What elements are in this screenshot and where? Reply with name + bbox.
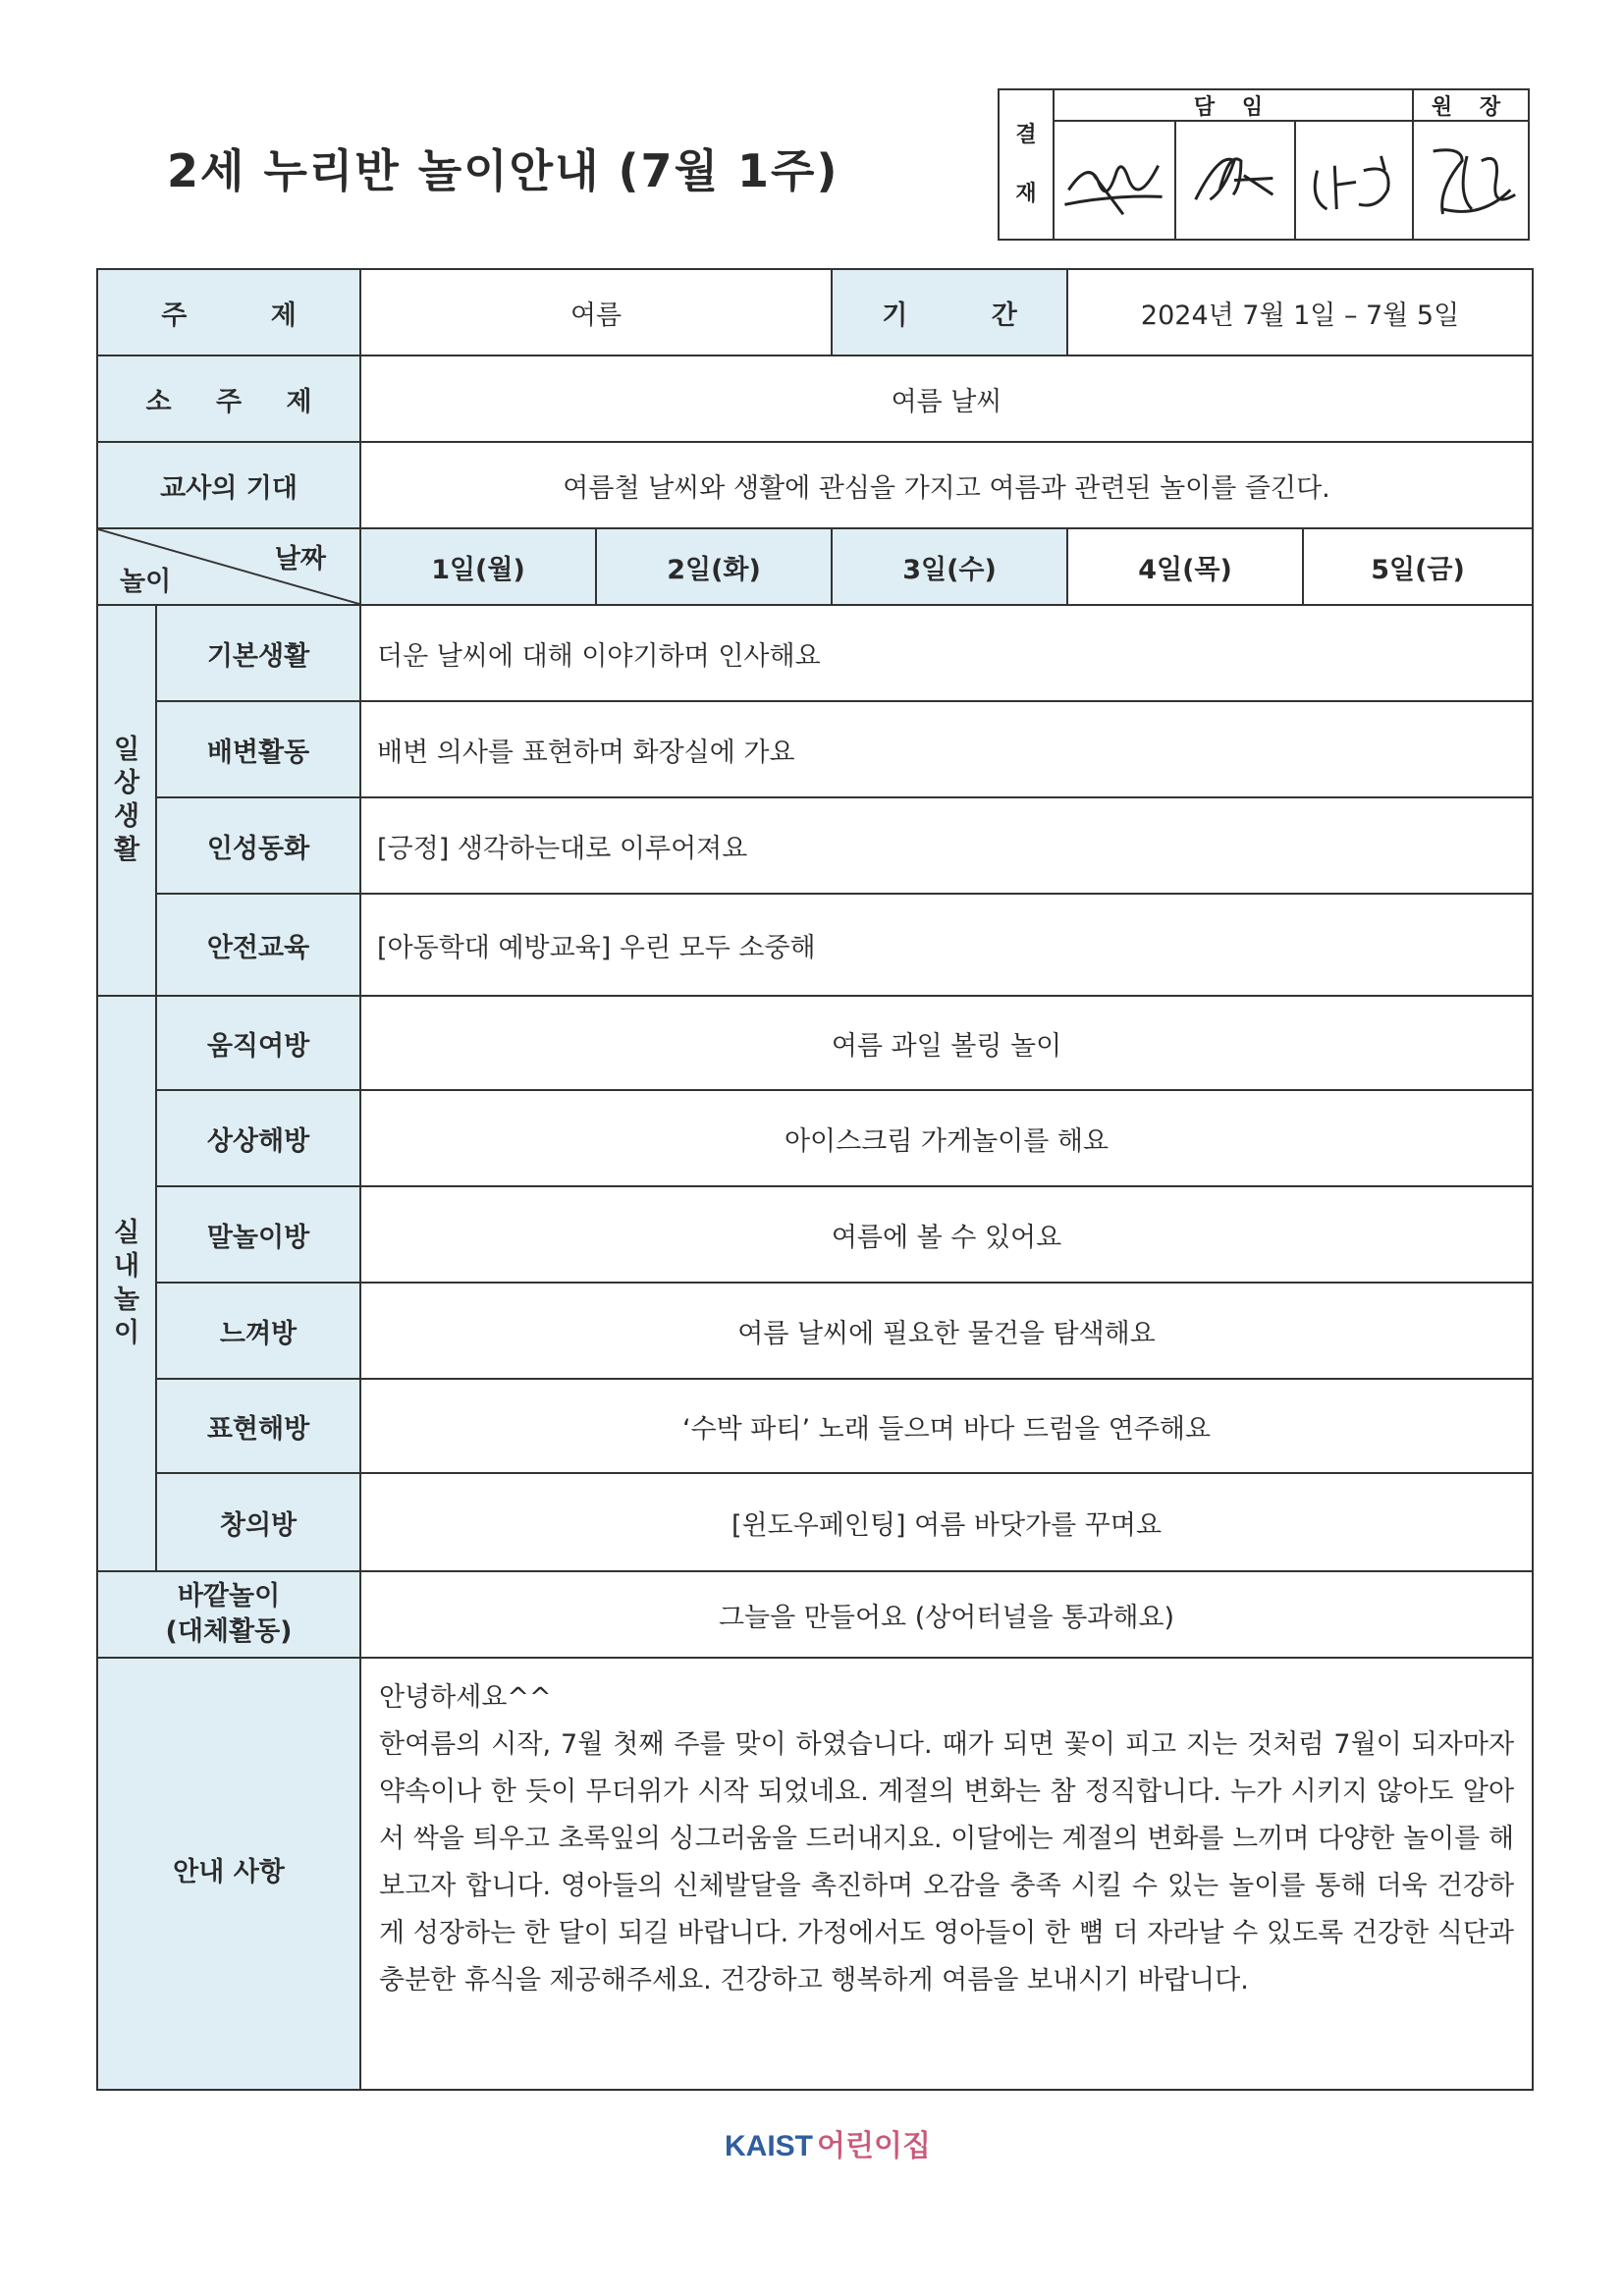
day-5: 5일(금): [1303, 528, 1533, 605]
day-4: 4일(목): [1067, 528, 1303, 605]
signature-3: [1294, 122, 1412, 239]
indoor-row-value: ‘수박 파티’ 노래 들으며 바다 드럼을 연주해요: [360, 1379, 1533, 1473]
daily-row-value: 배변 의사를 표현하며 화장실에 가요: [360, 701, 1533, 797]
daily-row-value: [아동학대 예방교육] 우린 모두 소중해: [360, 894, 1533, 996]
indoor-row-label: 느껴방: [156, 1283, 360, 1379]
weekly-plan-table: [96, 268, 1534, 2091]
indoor-row-value: 아이스크림 가게놀이를 해요: [360, 1090, 1533, 1186]
kaist-daycare-logo: [725, 2121, 931, 2164]
indoor-row-value: 여름 날씨에 필요한 물건을 탐색해요: [360, 1283, 1533, 1379]
notice-content: [360, 1658, 1533, 2090]
approval-label-top: 결: [1015, 122, 1037, 147]
indoor-row-label: 창의방: [156, 1473, 360, 1571]
logo-kr: 어린이집: [817, 2129, 931, 2163]
period-value: 2024년 7월 1일 – 7월 5일: [1067, 269, 1533, 355]
indoor-group-label: [97, 996, 156, 1571]
indoor-row-label: 표현해방: [156, 1379, 360, 1473]
diag-play-label: 놀이: [120, 567, 172, 597]
outdoor-label-line1: 바깥놀이: [177, 1581, 281, 1612]
outdoor-label-line2: (대체활동): [165, 1616, 293, 1647]
approval-col-director: 원 장: [1412, 90, 1528, 122]
indoor-row-label: 말놀이방: [156, 1186, 360, 1283]
daily-row-label: 안전교육: [156, 894, 360, 996]
daily-life-group-label: [97, 605, 156, 996]
signature-4: [1412, 122, 1528, 239]
daily-row-value: 더운 날씨에 대해 이야기하며 인사해요: [360, 605, 1533, 701]
expectation-label: 교사의 기대: [97, 442, 360, 528]
notice-body: 한여름의 시작, 7월 첫째 주를 맞이 하였습니다. 때가 되면 꽃이 피고 지는 것처럼 7월이 되자마자 약속이나 한 듯이 무더위가 시작 되었네요. 계절의 변화는 참 정직합니다. 누가 시키지 않아도 알아서 싹을 틔우고 초록잎의 싱그러움을 드러내지요. 이달에는 계절의 변화를 느끼며 다양한 놀이를 해보고자 합니다. 영아들의 신체발달을 촉진하며 오감을 충족 시킬 수 있는 놀이를 통해 더욱 건강하게 성장하는 한 달이 되길 바랍니다. 가정에서도 영아들이 한 뼘 더 자라날 수 있도록 건강한 식단과 충분한 휴식을 제공해주세요. 건강하고 행복하게 여름을 보내시기 바랍니다.: [379, 1729, 1515, 1995]
notice-label: 안내 사항: [97, 1658, 360, 2090]
daily-row-label: 기본생활: [156, 605, 360, 701]
day-header-diagonal: [97, 528, 360, 605]
logo-en: KAIST: [725, 2130, 813, 2162]
daily-life-group-text: 일상생활: [113, 735, 140, 865]
subtheme-value: 여름 날씨: [360, 355, 1533, 442]
indoor-group-text: 실내놀이: [113, 1218, 140, 1348]
theme-label: 주 제: [97, 269, 360, 355]
approval-box: [998, 88, 1530, 241]
day-3: 3일(수): [832, 528, 1067, 605]
indoor-row-value: 여름에 볼 수 있어요: [360, 1186, 1533, 1283]
period-label: 기 간: [832, 269, 1067, 355]
approval-label-bottom: 재: [1015, 181, 1037, 206]
signature-2: [1174, 122, 1294, 239]
indoor-row-value: 여름 과일 볼링 놀이: [360, 996, 1533, 1090]
subtheme-label: 소 주 제: [97, 355, 360, 442]
day-2: 2일(화): [596, 528, 832, 605]
day-1: 1일(월): [360, 528, 596, 605]
page-title: 2세 누리반 놀이안내 (7월 1주): [167, 144, 839, 197]
outdoor-label: [97, 1571, 360, 1658]
indoor-row-label: 움직여방: [156, 996, 360, 1090]
indoor-row-label: 상상해방: [156, 1090, 360, 1186]
signature-1: [1055, 122, 1174, 239]
approval-label: [1000, 90, 1055, 239]
daily-row-value: [긍정] 생각하는대로 이루어져요: [360, 797, 1533, 894]
daily-row-label: 배변활동: [156, 701, 360, 797]
indoor-row-value: [윈도우페인팅] 여름 바닷가를 꾸며요: [360, 1473, 1533, 1571]
outdoor-value: 그늘을 만들어요 (상어터널을 통과해요): [360, 1571, 1533, 1658]
theme-value: 여름: [360, 269, 832, 355]
notice-greeting: 안녕하세요^^: [379, 1682, 552, 1713]
approval-col-teacher: 담 임: [1055, 90, 1412, 122]
diag-date-label: 날짜: [274, 544, 327, 574]
expectation-value: 여름철 날씨와 생활에 관심을 가지고 여름과 관련된 놀이를 즐긴다.: [360, 442, 1533, 528]
daily-row-label: 인성동화: [156, 797, 360, 894]
